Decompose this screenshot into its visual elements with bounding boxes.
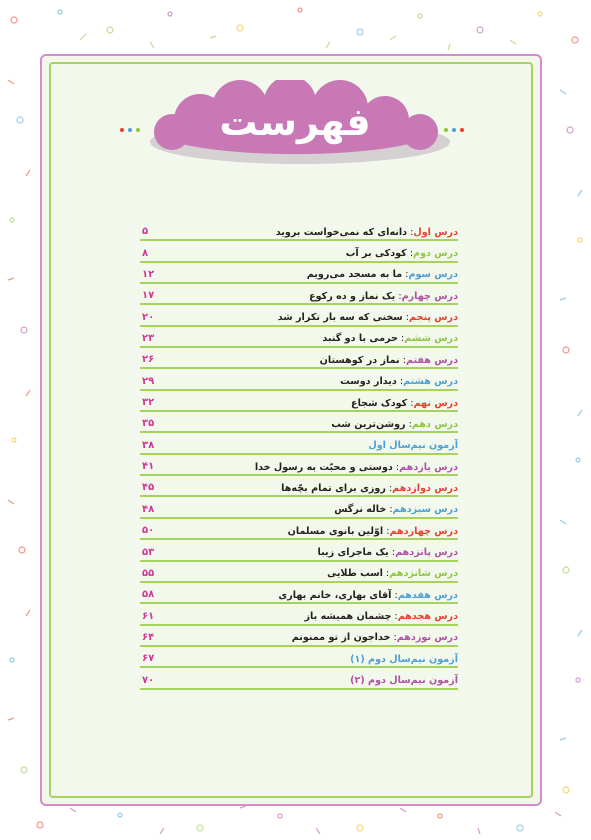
toc-lesson-label: درس پانزدهم [395,546,458,558]
toc-lesson-title: خداجون از تو ممنونم [291,632,391,644]
toc-lesson-title: یک ماجرای زیبا [317,546,389,558]
toc-lesson-label: درس سیزدهم [392,504,458,516]
toc-page-number: ۵ [142,226,149,238]
toc-lesson-label: درس شانزدهم [389,568,458,580]
toc-separator: : [394,610,398,622]
toc-entry [307,270,458,280]
toc-row [140,348,458,369]
toc-lesson-title: خاله نرگس [334,504,387,516]
toc-separator: : [401,333,405,345]
toc-page-number: ۶۴ [142,631,155,643]
toc-row [140,668,458,689]
toc-row [140,604,458,625]
toc-page-number: ۵۸ [142,589,155,601]
toc-page-number: ۸ [142,247,149,259]
toc-lesson-title: یک نماز و ده رکوع [309,290,396,302]
toc-page-number: ۴۵ [142,482,155,494]
toc-row [140,220,458,241]
toc-row [140,263,458,284]
toc-page-number: ۵۳ [142,546,155,558]
toc-page-number: ۶۱ [142,610,155,622]
toc-row [140,391,458,412]
toc-lesson-title: ما به مسجد می‌رویم [306,269,403,281]
toc-page-number: ۲۶ [142,354,155,366]
toc-row [140,540,458,561]
toc-page-number: ۴۱ [142,461,155,473]
toc-row [140,284,458,305]
toc-separator: : [398,290,402,302]
toc-row [140,433,458,454]
toc-separator: : [399,376,404,388]
toc-lesson-title: دانه‌ای که نمی‌خواست بروید [275,226,408,238]
toc-lesson-label: درس دوم [413,248,458,260]
toc-page-number: ۱۲ [142,269,155,281]
toc-entry [322,334,458,344]
toc-row [140,305,458,326]
toc-separator: : [393,632,397,644]
toc-lesson-label: آزمون نیم‌سال اول [368,440,458,452]
toc-separator: : [409,248,414,260]
cloud-dots-right [442,126,466,134]
toc-row [140,327,458,348]
toc-lesson-title: روشن‌ترین شب [331,418,406,430]
toc-entry [281,484,458,494]
toc-entry [346,249,458,259]
toc-lesson-title: چشمان همیشه باز [304,610,392,622]
toc-lesson-label: درس اول [413,226,458,238]
toc-page-number: ۵۵ [142,567,155,579]
toc-lesson-title: روزی برای تمام بچّه‌ها [281,482,386,494]
toc-lesson-label: درس هشتم [403,376,458,388]
toc-row [140,519,458,540]
toc-lesson-label: درس ششم [404,333,458,345]
toc-entry [278,591,458,601]
toc-entry [255,463,458,473]
toc-lesson-title: سخنی که سه بار تکرار شد [277,312,403,324]
toc-separator: : [408,418,412,430]
toc-entry [340,377,458,387]
toc-entry [309,292,458,302]
toc-lesson-title: حرمی با دو گنبد [322,333,398,345]
heading-title: فهرست [219,100,371,144]
toc-separator: : [395,461,400,473]
toc-lesson-label: درس نهم [413,397,458,409]
toc-lesson-title: اوّلین بانوی مسلمان [287,525,384,537]
toc-lesson-label: درس پنجم [409,312,458,324]
toc-row [140,647,458,668]
toc-lesson-title: آقای بهاری، خانم بهاری [278,589,392,601]
toc-row [140,626,458,647]
toc-lesson-label: درس چهاردهم [389,525,458,537]
table-of-contents [140,220,458,690]
toc-lesson-label: درس نوزدهم [396,632,458,644]
toc-separator: : [394,589,398,601]
toc-separator: : [386,568,390,580]
toc-row [140,412,458,433]
toc-lesson-title: نماز در کوهستان [319,354,400,366]
toc-lesson-label: درس هفدهم [397,589,458,601]
toc-entry [320,356,458,366]
toc-lesson-label: آزمون نیم‌سال دوم (۱) [350,653,458,665]
toc-page-number: ۳۲ [142,397,155,409]
toc-entry [292,633,458,643]
toc-row [140,497,458,518]
toc-entry [276,228,458,238]
toc-row [140,476,458,497]
toc-separator: : [389,504,393,516]
toc-row [140,562,458,583]
toc-page-number: ۲۳ [142,333,155,345]
toc-row [140,241,458,262]
toc-entry [305,612,459,622]
toc-page-number: ۲۹ [142,375,155,387]
toc-entry [368,441,458,451]
toc-lesson-label: آزمون نیم‌سال دوم (۲) [350,674,458,686]
toc-page-number: ۵۰ [142,525,155,537]
toc-entry [350,676,458,686]
toc-entry [288,527,458,537]
toc-row [140,369,458,390]
toc-separator: : [388,482,393,494]
toc-separator: : [391,546,396,558]
toc-page-number: ۲۰ [142,311,155,323]
toc-separator: : [402,354,406,366]
toc-separator: : [405,269,409,281]
toc-lesson-label: درس هفتم [405,354,458,366]
toc-lesson-title: کودک شجاع [351,397,408,409]
toc-row [140,583,458,604]
toc-entry [334,505,458,515]
toc-lesson-title: اسب طلایی [327,568,383,580]
toc-lesson-label: درس چهارم [401,290,458,302]
cloud-dots-left [118,126,142,134]
toc-page-number: ۴۸ [142,503,155,515]
toc-page-number: ۶۷ [142,653,155,665]
toc-lesson-title: دوستی و محبّت به رسول خدا [254,461,393,473]
toc-lesson-title: دیدار دوست [340,376,397,388]
toc-lesson-label: درس سوم [408,269,458,281]
toc-entry [318,548,458,558]
toc-entry [327,569,458,579]
toc-row [140,455,458,476]
toc-separator: : [386,525,390,537]
toc-lesson-label: درس دهم [411,418,458,430]
toc-entry [351,399,458,409]
toc-entry [278,313,458,323]
toc-entry [350,655,458,665]
heading-cloud [140,80,450,170]
toc-page-number: ۱۷ [142,290,155,302]
toc-entry [331,420,458,430]
toc-page-number: ۳۸ [142,439,155,451]
toc-lesson-title: کودکی بر آب [345,248,407,260]
toc-separator: : [410,397,414,409]
toc-separator: : [410,226,414,238]
toc-page-number: ۷۰ [142,674,155,686]
toc-lesson-label: درس هجدهم [397,610,458,622]
toc-page-number: ۳۵ [142,418,155,430]
toc-lesson-label: درس یازدهم [399,461,458,473]
toc-lesson-label: درس دوازدهم [392,482,458,494]
toc-separator: : [405,312,410,324]
